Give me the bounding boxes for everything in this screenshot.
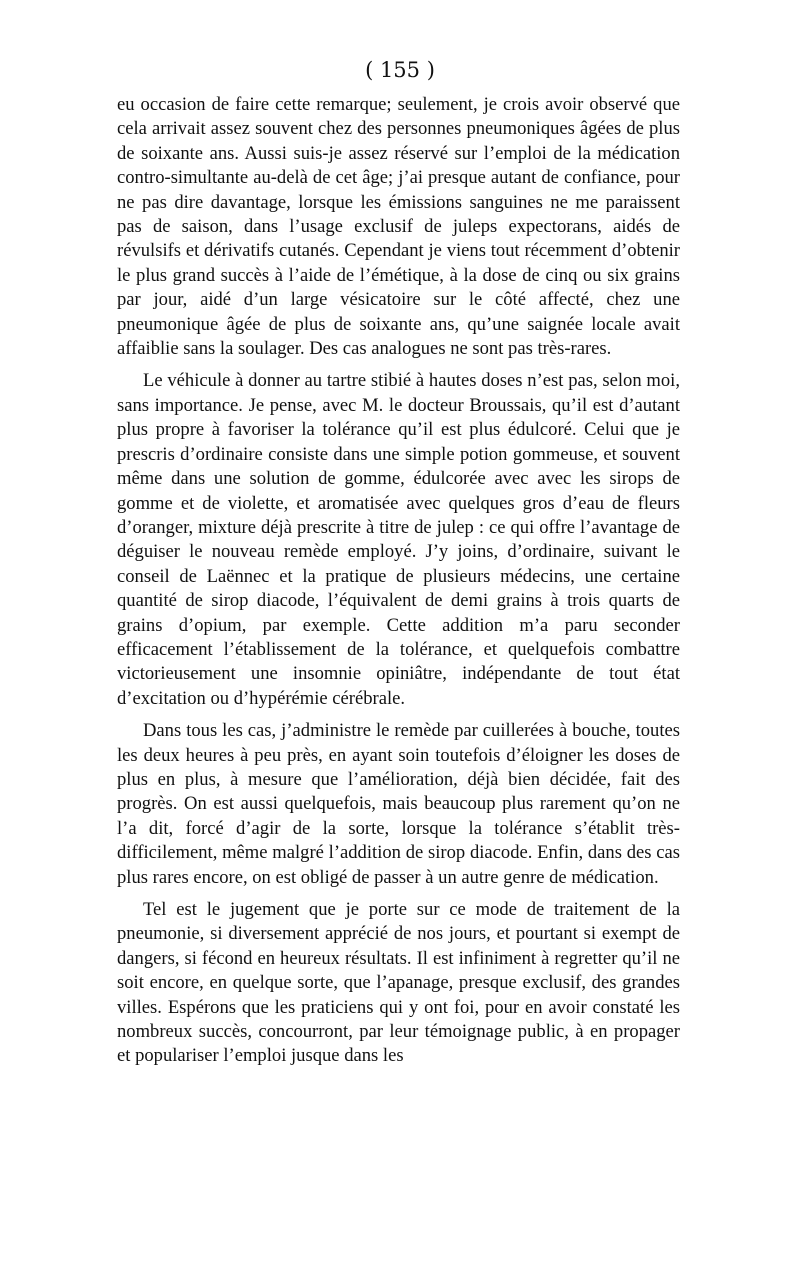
page-number: ( 155 ) [365,58,435,82]
body-text [117,93,680,1069]
paragraph-continuation: eu occasion de faire cette remarque; seulement, je crois avoir observé que cela arrivait assez souvent chez des personnes pneumoniques âgées de plus de soixante ans. Aussi suis-je assez réservé sur l’emploi de la médication contro-simultante au-delà de cet âge; j’ai presque autant de confiance, pour ne pas dire davantage, lorsque les émissions sanguines ne me paraissent pas de saison, dans l’usage exclusif de juleps expectorans, aidés de révulsifs et dérivatifs cutanés. Cependant je viens tout récemment d’obtenir le plus grand succès à l’aide de l’émétique, à la dose de cinq ou six grains par jour, aidé d’un large vésicatoire sur le côté affecté, chez une pneumonique âgée de plus de soixante ans, qu’une saignée locale avait affaiblie sans la soulager. Des cas analogues ne sont pas très-rares. [117,94,680,360]
paragraph-administration: Dans tous les cas, j’administre le remède par cuillerées à bouche, toutes les deux heures à peu près, en ayant soin toutefois d’éloigner les doses de plus en plus, à mesure que l’amélioration, déjà bien décidée, fait des progrès. On est aussi quelquefois, mais beaucoup plus rarement qu’on ne l’a dit, forcé d’agir de la sorte, lorsque la tolérance s’établit très-difficilement, même malgré l’addition de sirop diacode. Enfin, dans des cas plus rares encore, on est obligé de passer à un autre genre de médication. [117,720,680,888]
paragraph-vehicle: Le véhicule à donner au tartre stibié à hautes doses n’est pas, selon moi, sans importance. Je pense, avec M. le docteur Broussais, qu’il est d’autant plus propre à favoriser la tolérance qu’il est plus édulcoré. Celui que je prescris d’ordinaire consiste dans une simple potion gommeuse, et souvent même dans une solution de gomme, édulcorée avec avec les sirops de gomme et de violette, et aromatisée avec quelques gros d’eau de fleurs d’oranger, mixture déjà prescrite à titre de julep : ce qui offre l’avantage de déguiser le nouveau remède employé. J’y joins, d’ordinaire, suivant le conseil de Laënnec et la pratique de plusieurs médecins, une certaine quantité de sirop diacode, l’équivalent de demi grains à trois quarts de grains d’opium, par exemple. Cette addition m’a paru seconder efficacement l’établissement de la tolérance, et quelquefois combattre victorieusement une insomnie opiniâtre, indépendante de tout état d’excitation ou d’hypérémie cérébrale. [117,370,680,709]
paragraph-judgement: Tel est le jugement que je porte sur ce mode de traitement de la pneumonie, si diversement apprécié de nos jours, et pourtant si exempt de dangers, si fécond en heureux résultats. Il est infiniment à regretter qu’il ne soit encore, en quelque sorte, que l’apanage, presque exclusif, des grandes villes. Espérons que les praticiens qui y ont foi, pour en avoir constaté les nombreux succès, concourront, par leur témoignage public, à en propager et populariser l’emploi jusque dans les [117,899,680,1067]
